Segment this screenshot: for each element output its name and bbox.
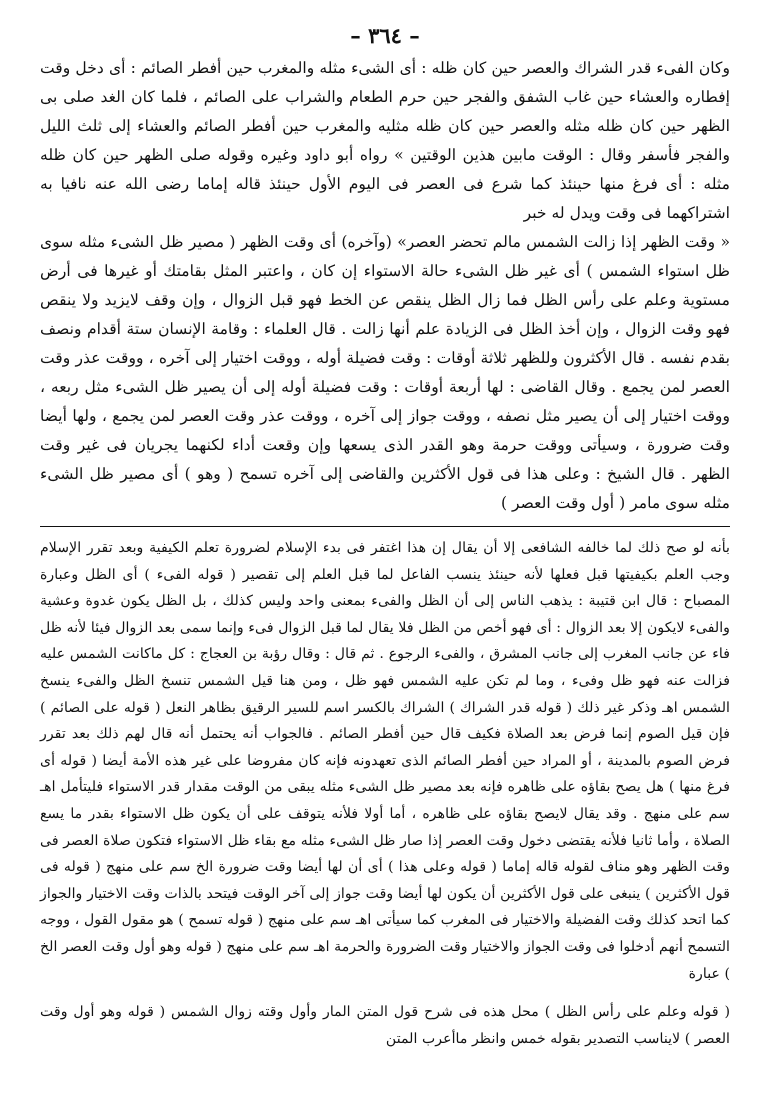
main-paragraph: وكان الفىء قدر الشراك والعصر حين كان ظله : أى الشىء مثله والمغرب حين أفطر الصائم : أى دخل وقت إفطاره والعشاء حين غاب الشفق والفجر حين حرم الطعام والشراب على الصائم ، فلما كان الغد صلى بى الظهر حين كان ظله مثله والعصر حين كان ظله مثليه والمغرب حين أفطر الصائم والعشاء إلى ثلث الليل والفجر فأسفر وقال : الوقت مابين هذين الوقتين » رواه أبو داود وغيره وقوله صلى الظهر حين كان ظله مثله : أى فرغ منها حينئذ كما شرع فى العصر فى اليوم الأول حينئذ قاله إماما رضى الله عنه نافيا به اشتراكهما فى وقت ويدل له خبر <box>40 59 731 222</box>
main-paragraph: « وقت الظهر إذا زالت الشمس مالم تحضر العصر» (وآخره) أى وقت الظهر ( مصير ظل الشىء مثله سوى ظل استواء الشمس ) أى غير ظل الشىء حالة الاستواء إن كان ، واعتبر المثل بقامتك أو غيرها فى أرض مستوية وعلم على رأس الظل فما زال الظل ينقص عن الخط فهو قبل الزوال ، وإن وقف لايزيد ولا ينقص فهو وقت الزوال ، وإن أخذ الظل فى الزيادة علم أنها زالت . قال العلماء : وقامة الإنسان ستة أقدام ونصف بقدم نفسه . قال الأكثرون وللظهر ثلاثة أوقات : وقت فضيلة أوله ، ووقت اختيار إلى آخره ، ووقت عذر وقت العصر لمن يجمع . وقال القاضى : لها أربعة أوقات : وقت فضيلة أوله إلى أن يصير ظل الشىء مثل ربعه ، ووقت اختيار إلى أن يصير مثل نصفه ، ووقت جواز إلى آخره ، ووقت عذر وقت العصر لمن يجمع ، ولها أيضا وقت ضرورة ، وسيأتى ووقت حرمة وهو القدر الذى يسعها وإن وقعت أداء لكنهما يجريان فى غير وقت الظهر . قال الشيخ : وعلى هذا فى قول الأكثرين والقاضى إلى آخره تسمح ( وهو ) أى مصير ظل الشىء مثله سوى مامر ( أول وقت العصر ) <box>40 233 730 512</box>
footnote-paragraph: بأنه لو صح ذلك لما خالفه الشافعى إلا أن يقال إن هذا اغتفر فى بدء الإسلام لضرورة تعلم الكيفية وبعد تقرر الإسلام وجب العلم بكيفيتها قبل فعلها لأنه حينئذ ينسب الفاعل لما قبل العلم إلى تقصير ( قوله الفىء ) أى الظل وعبارة المصباح : قال ابن قتيبة : يذهب الناس إلى أن الظل والفىء بمعنى واحد وليس كذلك ، بل الظل يكون غدوة وعشية والفىء لايكون إلا بعد الزوال : أى فهو أخص من الظل فلا يقال لما قبل الزوال فىء وإنما سمى بعد الزوال فيئا لأنه ظل فاء عن جانب المغرب إلى جانب المشرق ، والفىء الرجوع . ثم قال : وقال رؤبة بن العجاج : كل ماكانت الشمس عليه فزالت عنه فهو ظل وفىء ، وما لم تكن عليه الشمس فهو ظل ، ومن هنا قيل الشمس تنسخ الظل والفىء ينسخ الشمس اهـ وذكر غير ذلك ( قوله قدر الشراك ) الشراك بالكسر اسم للسير الرقيق بظاهر النعل ( قوله على الصائم ) فإن قيل الصوم إنما فرض بعد الصلاة فكيف قال حين أفطر الصائم . فالجواب أنه يحتمل أنه قال لهم ذلك بعد تقرر فرض الصوم بالمدينة ، أو المراد حين أفطر الصائم الذى تعهدونه فإنه كان مفروضا على غير هذه الأمة أيضا ( قوله أى فرغ منها ) هل يصح بقاؤه على ظاهره فإنه بعد مصير ظل الشىء مثله يبقى من الوقت مقدار قدر الاستواء فليتأمل اهـ سم على منهج . وقد يقال لايصح بقاؤه على ظاهره ، أما أولا فلأنه يتوقف على أن يكون ظل الاستواء بقدر ما يسع الصلاة ، وأما ثانيا فلأنه يقتضى دخول وقت العصر إذا صار ظل الشىء مثله مع بقاء ظل الاستواء فتكون صلاة العصر فى وقت الظهر وهو مناف لقوله قاله إماما ( قوله وعلى هذا ) أى أن لها أيضا وقت ضرورة الخ سم على منهج ( قوله فى قول الأكثرين ) ينبغى على قول الأكثرين أن يكون لها أيضا وقت جواز إلى آخر الوقت فيتحد بالذات وقت الاختيار والجواز كما اتحد كذلك وقت الفضيلة والاختيار فى المغرب كما سيأتى اهـ سم على منهج ( قوله تسمح ) هو مقول القول ، ووجه التسمح أنهم أدخلوا فى وقت الجواز والاختيار وقت الضرورة والحرمة اهـ سم على منهج ( قوله وهو أول وقت العصر الخ ) عبارة <box>40 540 730 982</box>
page-number: – ٣٦٤ – <box>350 23 420 48</box>
commentary-footnotes <box>40 535 730 1052</box>
footnote-paragraph: ( قوله وعلم على رأس الظل ) محل هذه فى شرح قول المتن المار وأول وقته زوال الشمس ( قوله وهو أول وقت العصر ) لايناسب التصدير بقوله خمس وانظر ماأعرب المتن <box>40 1004 730 1047</box>
book-page <box>40 18 730 1084</box>
main-text <box>40 54 730 518</box>
separator-rule <box>40 526 730 527</box>
